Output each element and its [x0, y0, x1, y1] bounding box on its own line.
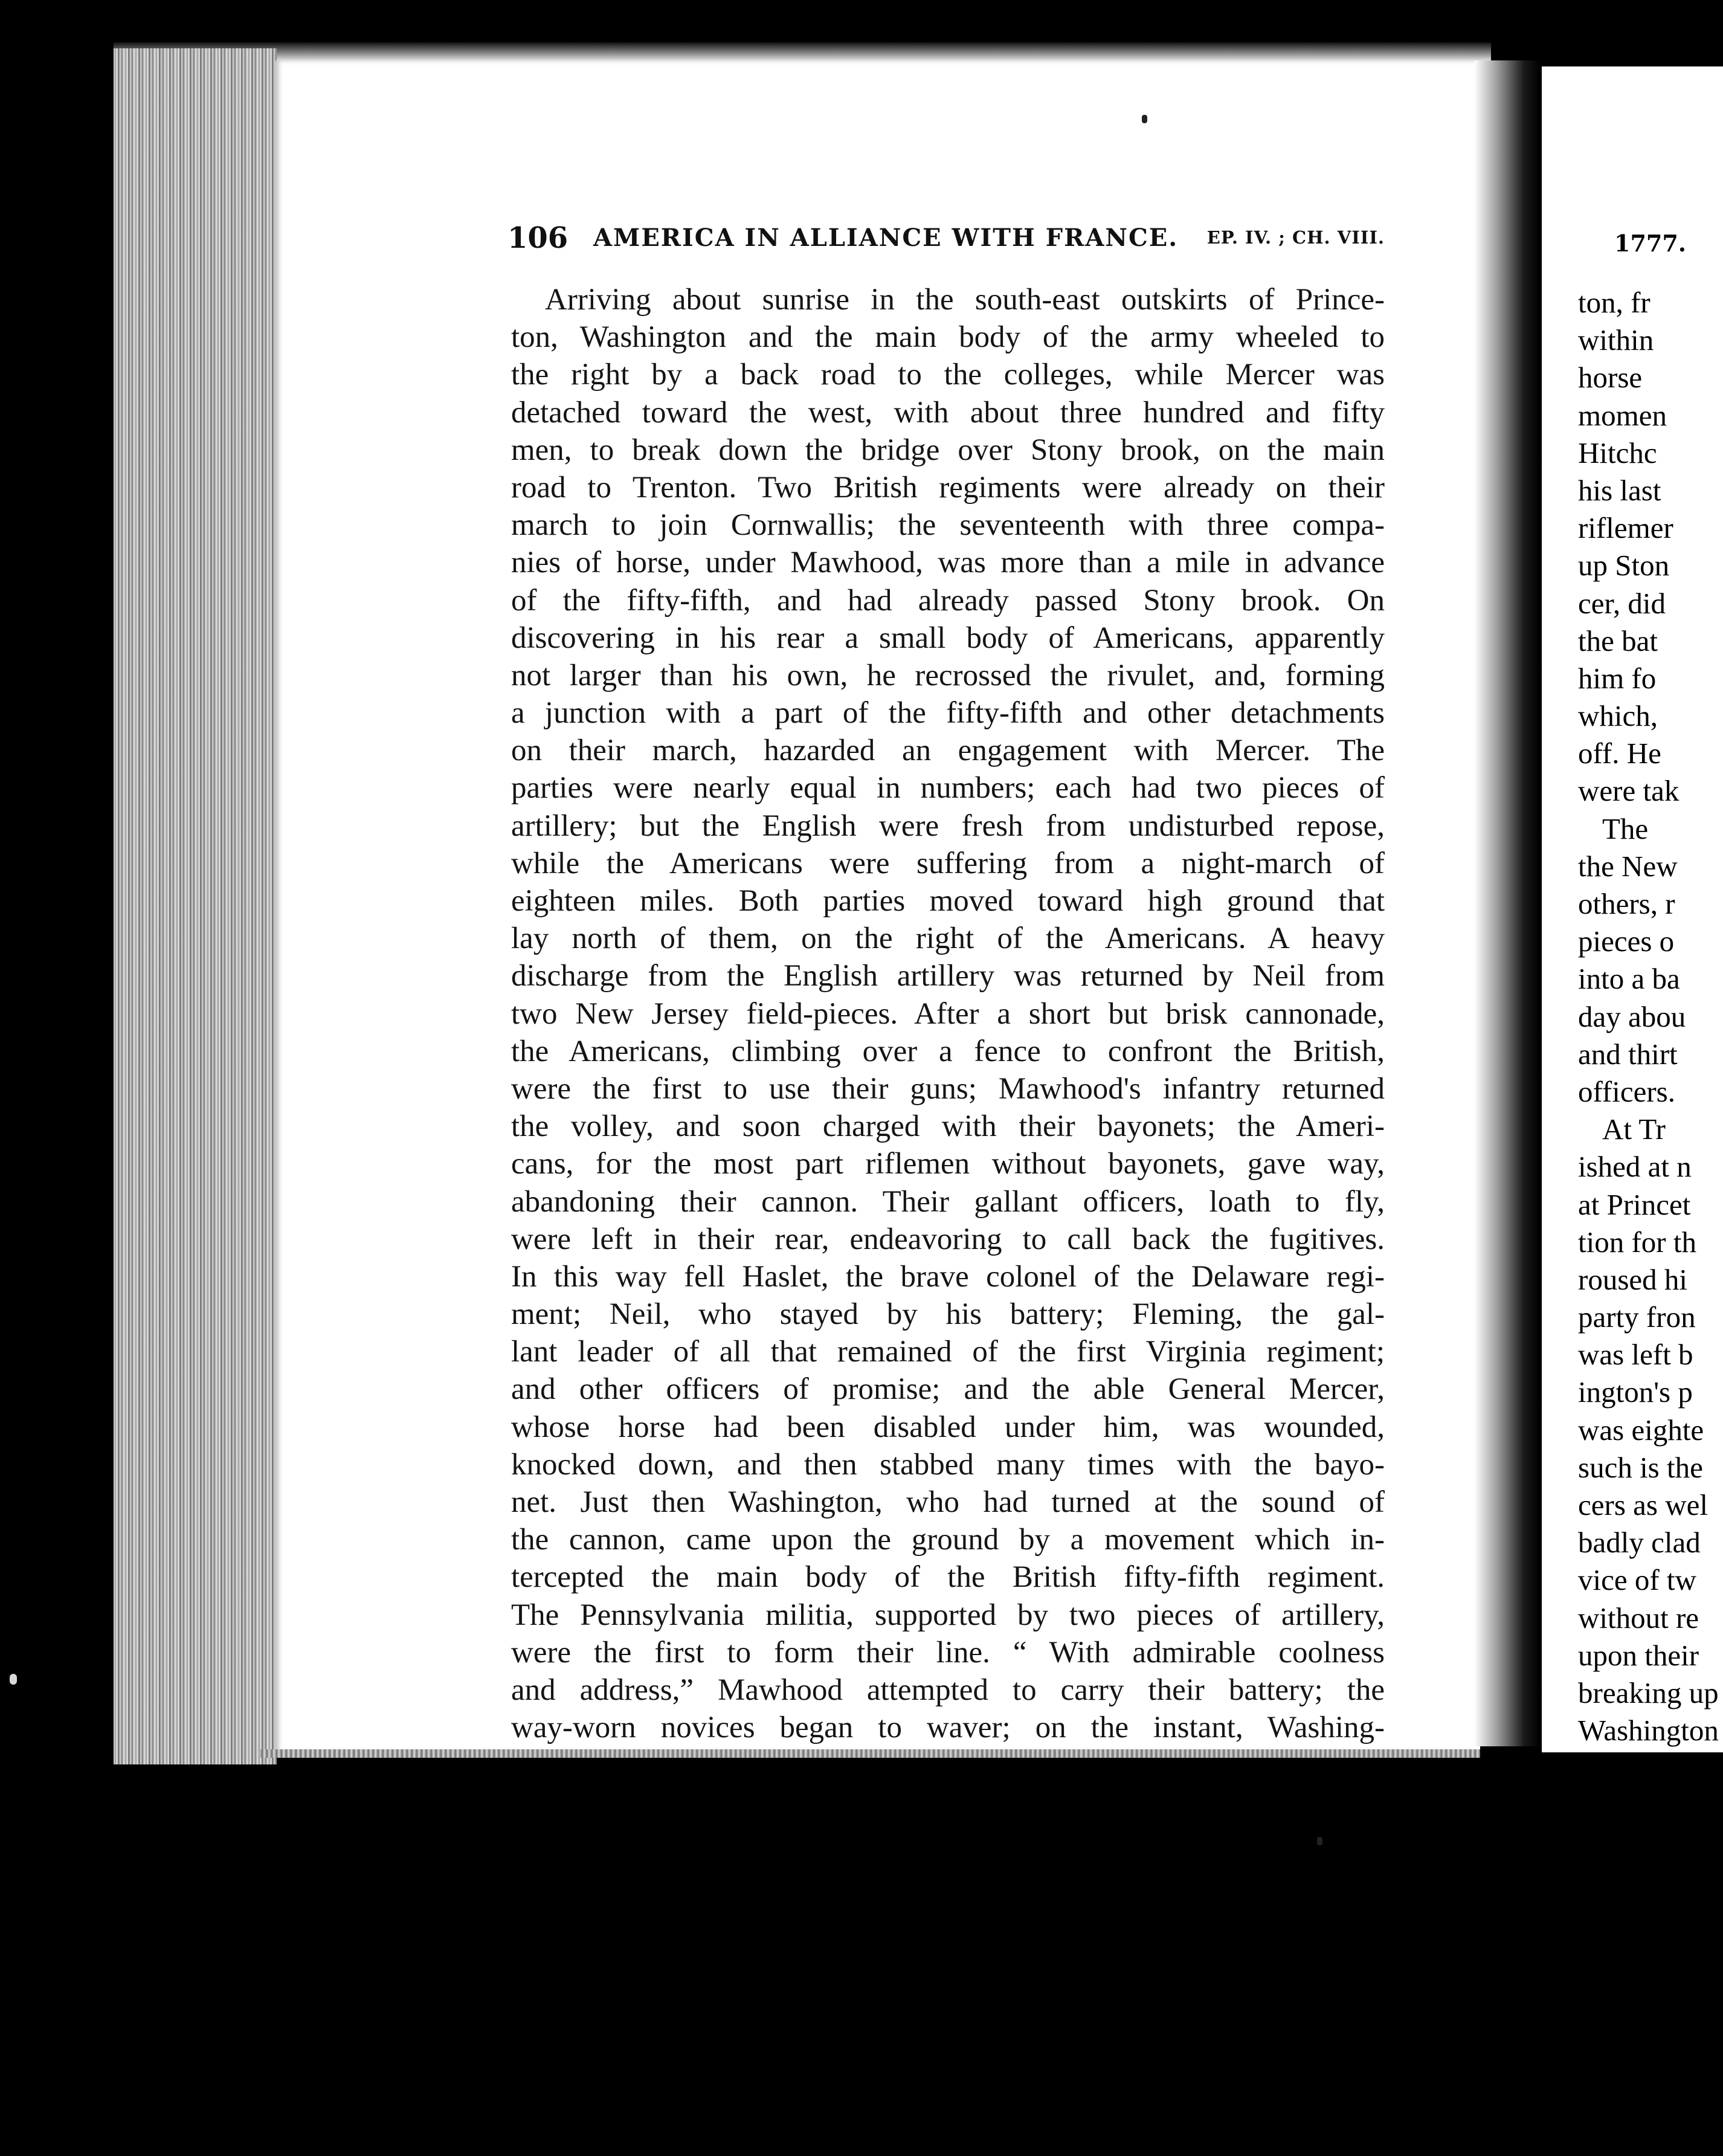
facing-text-line: were tak [1578, 774, 1680, 808]
text-line: not larger than his own, he recrossed the rivulet, and, forming [511, 658, 1385, 692]
facing-text-line: Washington [1578, 1714, 1719, 1748]
text-line: eighteen miles. Both parties moved toward high ground that [511, 884, 1385, 918]
text-line: road to Trenton. Two British regiments were already on their [511, 470, 1385, 505]
facing-text-line: badly clad [1578, 1526, 1701, 1560]
text-line: In this way fell Haslet, the brave colonel of the Delaware regi- [511, 1259, 1385, 1294]
facing-text-line: such is the [1578, 1450, 1703, 1484]
facing-text-line: his last [1578, 473, 1661, 507]
text-line: and other officers of promise; and the able General Mercer, [511, 1372, 1385, 1407]
text-line: two New Jersey field-pieces. After a short but brisk cannonade, [511, 996, 1385, 1031]
text-line: were the first to form their line. “ With admirable coolness [511, 1635, 1385, 1670]
facing-text-line: horse [1578, 361, 1643, 395]
text-line: detached toward the west, with about three hundred and fifty [511, 395, 1385, 430]
facing-text-line: which, [1578, 699, 1658, 733]
page-edges-stack [114, 48, 277, 1764]
text-line: The Pennsylvania militia, supported by two pieces of artillery, [511, 1598, 1385, 1632]
gutter-shadow [1474, 60, 1541, 1746]
facing-text-line: cer, did [1578, 586, 1666, 620]
facing-text-line: him fo [1578, 661, 1657, 695]
facing-text-line: officers. [1578, 1074, 1675, 1108]
scan-speck [10, 1674, 17, 1685]
text-line: net. Just then Washington, who had turned at the sound of [511, 1485, 1385, 1519]
text-line: way-worn novices began to waver; on the instant, Washing- [511, 1711, 1385, 1745]
text-line: the cannon, came upon the ground by a movement which in- [511, 1523, 1385, 1557]
text-line: and address,” Mawhood attempted to carry their battery; the [511, 1673, 1385, 1707]
facing-text-line: ton, fr [1578, 286, 1651, 319]
book-top-edge [114, 42, 1491, 60]
facing-text-line: vice of tw [1578, 1563, 1696, 1597]
facing-text-line: without re [1578, 1601, 1699, 1635]
facing-text-line: riflemer [1578, 511, 1673, 545]
text-line: artillery; but the English were fresh from undisturbed repose, [511, 808, 1385, 843]
facing-page-year: 1777. [1614, 230, 1686, 257]
facing-text-line: ington's p [1578, 1375, 1693, 1409]
facing-text-line: breaking up [1578, 1676, 1719, 1709]
running-head [507, 221, 1385, 257]
facing-text-line: up Ston [1578, 549, 1670, 583]
facing-text-line: the bat [1578, 624, 1658, 657]
text-line: knocked down, and then stabbed many times with the bayo- [511, 1447, 1385, 1482]
facing-text-line: and thirt [1578, 1037, 1678, 1071]
facing-text-line: pieces o [1578, 925, 1675, 958]
text-line: parties were nearly equal in numbers; each had two pieces of [511, 771, 1385, 805]
text-line: were left in their rear, endeavoring to call back the fugitives. [511, 1222, 1385, 1256]
text-line: a junction with a part of the fifty-fifth and other detachments [511, 696, 1385, 731]
facing-page [1542, 66, 1723, 1752]
facing-text-line: within [1578, 323, 1654, 357]
text-line: ment; Neil, who stayed by his battery; Fleming, the gal- [511, 1297, 1385, 1332]
text-line: cans, for the most part riflemen without bayonets, gave way, [511, 1147, 1385, 1181]
facing-text-line: others, r [1578, 887, 1675, 920]
facing-text-line: into a ba [1578, 962, 1680, 996]
facing-text-line: was left b [1578, 1338, 1693, 1372]
page-number: 106 [507, 221, 568, 255]
text-line: ton, Washington and the main body of the army wheeled to [511, 320, 1385, 355]
text-line: men, to break down the bridge over Stony brook, on the main [511, 433, 1385, 467]
body-text [511, 281, 1385, 1746]
text-line: of the fifty-fifth, and had already passed Stony brook. On [511, 583, 1385, 618]
facing-text-line: Hitchc [1578, 436, 1657, 470]
facing-text-line: party fron [1578, 1300, 1696, 1334]
facing-text-line: day abou [1578, 999, 1686, 1033]
text-line: Arriving about sunrise in the south-east outskirts of Prince- [545, 283, 1385, 317]
text-line: were the first to use their guns; Mawhood's infantry returned [511, 1071, 1385, 1106]
chapter-reference: EP. IV. ; CH. VIII. [1206, 227, 1385, 248]
facing-text-line: the New [1578, 849, 1678, 883]
facing-text-line: The [1602, 812, 1649, 845]
text-line: discovering in his rear a small body of Americans, apparently [511, 621, 1385, 655]
facing-text-line: ished at n [1578, 1150, 1692, 1184]
facing-text-line: At Tr [1602, 1112, 1666, 1146]
text-line: on their march, hazarded an engagement with Mercer. The [511, 734, 1385, 768]
text-line: discharge from the English artillery was returned by Neil from [511, 959, 1385, 993]
facing-text-line: off. He [1578, 737, 1661, 770]
facing-text-line: was eighte [1578, 1413, 1704, 1447]
text-line: whose horse had been disabled under him, was wounded, [511, 1410, 1385, 1444]
running-title: AMERICA IN ALLIANCE WITH FRANCE. [593, 224, 1179, 252]
scan-speck [1317, 1837, 1322, 1845]
facing-text-line: at Princet [1578, 1187, 1691, 1221]
text-line: the volley, and soon charged with their bayonets; the Ameri- [511, 1109, 1385, 1144]
text-line: while the Americans were suffering from a night-march of [511, 846, 1385, 880]
facing-page-text [1578, 284, 1719, 1749]
facing-text-line: upon their [1578, 1638, 1699, 1672]
text-line: lant leader of all that remained of the first Virginia regiment; [511, 1335, 1385, 1369]
text-line: abandoning their cannon. Their gallant officers, loath to fly, [511, 1184, 1385, 1219]
facing-text-line: tion for th [1578, 1225, 1696, 1259]
text-line: tercepted the main body of the British fifty-fifth regiment. [511, 1560, 1385, 1595]
text-line: the right by a back road to the colleges, while Mercer was [511, 358, 1385, 392]
text-line: march to join Cornwallis; the seventeenth with three compa- [511, 508, 1385, 543]
facing-text-line: cers as wel [1578, 1488, 1708, 1522]
scan-speck [1142, 115, 1147, 123]
text-line: lay north of them, on the right of the Americans. A heavy [511, 921, 1385, 956]
facing-text-line: momen [1578, 398, 1667, 432]
text-line: nies of horse, under Mawhood, was more than a mile in advance [511, 546, 1385, 580]
facing-text-line: roused hi [1578, 1262, 1687, 1296]
book-bottom-edge [260, 1749, 1480, 1758]
text-line: the Americans, climbing over a fence to confront the British, [511, 1034, 1385, 1068]
